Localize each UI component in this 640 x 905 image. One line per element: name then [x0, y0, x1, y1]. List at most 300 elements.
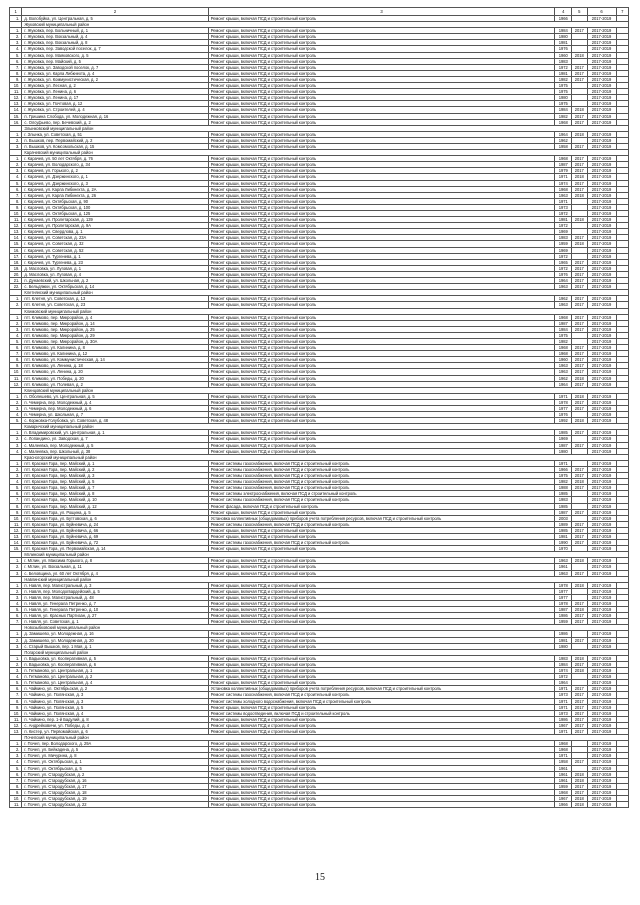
district-name: Почепский муниципальный район [22, 735, 629, 741]
row-number: 1. [10, 156, 22, 162]
work-type-cell: Установка коллективных (общедомовых) приборов учета потребления ресурсов, включая ПСД и строительный контроль [208, 515, 555, 521]
year-cell: 2017 [572, 259, 588, 265]
period-cell: 2017-2019 [587, 137, 616, 143]
work-type-cell: Ремонт крыши, включая ПСД и строительный контроль [208, 180, 555, 186]
row-number: 8. [10, 357, 22, 363]
work-type-cell: Ремонт крыши, включая ПСД и строительный контроль [208, 156, 555, 162]
address-cell: г. Почеп, ул. Стародубская, д. 16 [22, 777, 208, 783]
address-cell: п. Владимировский, ул. Центральная, д. 1 [22, 430, 208, 436]
year-built-cell: 1968 [555, 186, 572, 192]
year-built-cell: 1965 [555, 259, 572, 265]
address-cell: д. Масловка, ул. Луговая, д. 4 [22, 271, 208, 277]
period-cell: 2017-2019 [587, 619, 616, 625]
row-number: 11. [10, 716, 22, 722]
work-type-cell: Ремонт крыши, включая ПСД и строительный контроль [208, 448, 555, 454]
address-cell: п. Кистер, ул. Первомайская, д. 6 [22, 728, 208, 734]
year-built-cell: 1972 [555, 674, 572, 680]
row-number: 21. [10, 278, 22, 284]
year-cell: 2017 [572, 271, 588, 277]
work-type-cell: Ремонт крыши, включая ПСД и строительный контроль [208, 430, 555, 436]
address-cell: г. Злынка, ул. Советская, д. 51 [22, 131, 208, 137]
row-number: 14. [10, 540, 22, 546]
row-number: 7. [10, 619, 22, 625]
work-type-cell: Ремонт крыши, включая ПСД и строительный контроль [208, 594, 555, 600]
year-built-cell: 1977 [555, 588, 572, 594]
year-cell: 2017 [572, 728, 588, 734]
period-cell: 2017-2019 [587, 594, 616, 600]
year-built-cell: 1983 [555, 655, 572, 661]
work-type-cell: Ремонт крыши, включая ПСД и строительный контроль [208, 582, 555, 588]
work-type-cell: Ремонт крыши, включая ПСД и строительный контроль [208, 357, 555, 363]
period-cell: 2017-2019 [587, 393, 616, 399]
year-cell: 2017 [572, 704, 588, 710]
row-number: 2. [10, 436, 22, 442]
year-built-cell: 1968 [555, 156, 572, 162]
row-number: 7. [10, 497, 22, 503]
address-cell: пгт. Красная Гора, пер. Майский, д. 2 [22, 466, 208, 472]
year-cell: 2018 [572, 393, 588, 399]
address-cell: г. Почеп, ул. Стародубская, д. 17 [22, 783, 208, 789]
work-type-cell: Ремонт крыши, включая ПСД и строительный контроль [208, 771, 555, 777]
column-number-cell: 1 [10, 8, 22, 16]
row-number: 6. [10, 491, 22, 497]
year-built-cell: 1985 [555, 491, 572, 497]
address-cell: п. Навля, пер. Магистральный, д. 48 [22, 594, 208, 600]
year-built-cell: 1963 [555, 284, 572, 290]
row-number: 9. [10, 704, 22, 710]
work-type-cell: Ремонт крыши, включая ПСД и строительный контроль [208, 70, 555, 76]
year-built-cell: 1966 [555, 16, 572, 22]
period-cell: 2017-2019 [587, 442, 616, 448]
work-type-cell: Ремонт крыши, включая ПСД и строительный контроль [208, 52, 555, 58]
row-number: 1. [10, 655, 22, 661]
address-cell: г. Жуковка, ул. Почтовая, д. 12 [22, 101, 208, 107]
work-type-cell: Ремонт системы газоснабжения, включая ПСД и строительный контроль [208, 485, 555, 491]
address-cell: д. Волобуйка, ул. Центральная, д. 5 [22, 16, 208, 22]
year-cell: 2017 [572, 637, 588, 643]
year-cell: 2017 [572, 162, 588, 168]
address-cell: г. Карачев, ул. Тургенева, д. 23 [22, 259, 208, 265]
year-built-cell: 1974 [555, 668, 572, 674]
address-cell: пгт. Красная Гора, пер. Майский, д. 8 [22, 491, 208, 497]
address-cell: п. Гетманово, ул. Центральная, д. 4 [22, 680, 208, 686]
address-cell: г. Карачев, ул. Володарского, д. 34 [22, 162, 208, 168]
row-number: 2. [10, 564, 22, 570]
period-cell: 2017-2019 [587, 278, 616, 284]
row-number: 4. [10, 174, 22, 180]
year-built-cell: 1961 [555, 564, 572, 570]
year-built-cell: 1986 [555, 613, 572, 619]
row-number: 2. [10, 137, 22, 143]
year-built-cell: 1986 [555, 716, 572, 722]
year-cell: 2017 [572, 265, 588, 271]
year-built-cell: 1978 [555, 399, 572, 405]
work-type-cell: Установка коллективных (общедомовых) приборов учета потребления ресурсов, включая ПСД и строительный контроль [208, 686, 555, 692]
year-built-cell: 1990 [555, 540, 572, 546]
year-cell: 2017 [572, 70, 588, 76]
year-cell: 2017 [572, 320, 588, 326]
period-cell: 2017-2019 [587, 783, 616, 789]
period-cell: 2017-2019 [587, 131, 616, 137]
row-number: 11. [10, 802, 22, 808]
period-cell: 2017-2019 [587, 223, 616, 229]
work-type-cell: Ремонт системы газоснабжения, включая ПСД и строительный контроль [208, 466, 555, 472]
repair-register-table [9, 7, 629, 808]
year-built-cell: 1967 [555, 796, 572, 802]
period-cell: 2017-2019 [587, 771, 616, 777]
year-built-cell: 1958 [555, 143, 572, 149]
year-built-cell: 1968 [555, 119, 572, 125]
work-type-cell: Ремонт крыши, включая ПСД и строительный контроль [208, 759, 555, 765]
row-number: 2. [10, 34, 22, 40]
work-type-cell: Ремонт крыши, включая ПСД и строительный контроль [208, 332, 555, 338]
period-cell: 2017-2019 [587, 83, 616, 89]
row-number: 7. [10, 777, 22, 783]
row-number: 4. [10, 46, 22, 52]
row-number: 18. [10, 259, 22, 265]
period-cell: 2017-2019 [587, 546, 616, 552]
year-built-cell: 1969 [555, 229, 572, 235]
work-type-cell: Ремонт крыши, включая ПСД и строительный контроль [208, 783, 555, 789]
address-cell: г. Почеп, ул. Мичурина, д. 8 [22, 753, 208, 759]
address-cell: г. Почеп, ул. Стародубская, д. 19 [22, 796, 208, 802]
year-built-cell: 1983 [555, 235, 572, 241]
period-cell: 2017-2019 [587, 661, 616, 667]
period-cell: 2017-2019 [587, 613, 616, 619]
year-cell: 2017 [572, 485, 588, 491]
address-cell: с. Малеевка, пер. Школьный, д. 38 [22, 448, 208, 454]
row-number: 10. [10, 796, 22, 802]
row-number: 13. [10, 533, 22, 539]
period-cell: 2017-2019 [587, 156, 616, 162]
year-built-cell: 1962 [555, 296, 572, 302]
year-built-cell: 1972 [555, 253, 572, 259]
work-type-cell: Ремонт системы газоснабжения, включая ПСД и строительный контроль [208, 521, 555, 527]
period-cell: 2017-2019 [587, 345, 616, 351]
row-number: 4. [10, 674, 22, 680]
work-type-cell: Ремонт крыши, включая ПСД и строительный контроль [208, 76, 555, 82]
period-cell: 2017-2019 [587, 302, 616, 308]
work-type-cell: Ремонт крыши, включая ПСД и строительный контроль [208, 546, 555, 552]
address-cell: пгт. Климово, ул. Полевая, д. 2 [22, 381, 208, 387]
row-number: 6. [10, 686, 22, 692]
work-type-cell: Ремонт крыши, включая ПСД и строительный контроль [208, 198, 555, 204]
year-cell: 2018 [572, 52, 588, 58]
district-name: Новозыбковский муниципальный район [22, 625, 629, 631]
row-number: 1. [10, 460, 22, 466]
row-number: 13. [10, 728, 22, 734]
period-cell: 2017-2019 [587, 332, 616, 338]
row-number: 6. [10, 771, 22, 777]
period-cell: 2017-2019 [587, 406, 616, 412]
address-cell: пгт. Красная Гора, пер. Майский, д. 3 [22, 473, 208, 479]
row-number: 6. [10, 58, 22, 64]
work-type-cell: Ремонт крыши, включая ПСД и строительный контроль [208, 174, 555, 180]
work-type-cell: Ремонт крыши, включая ПСД и строительный контроль [208, 607, 555, 613]
address-cell: п. Оболешево, ул. Центральная, д. 5 [22, 393, 208, 399]
year-cell: 2017 [572, 363, 588, 369]
work-type-cell: Ремонт крыши, включая ПСД и строительный контроль [208, 34, 555, 40]
year-built-cell: 1971 [555, 198, 572, 204]
period-cell: 2017-2019 [587, 363, 616, 369]
address-cell: г. Карачев, ул. Октябрьская, д. 90 [22, 198, 208, 204]
year-cell: 2018 [572, 192, 588, 198]
work-type-cell: Ремонт крыши, включая ПСД и строительный контроль [208, 211, 555, 217]
period-cell: 2017-2019 [587, 643, 616, 649]
period-cell: 2017-2019 [587, 436, 616, 442]
period-cell: 2017-2019 [587, 46, 616, 52]
year-cell: 2017 [572, 783, 588, 789]
work-type-cell: Ремонт крыши, включая ПСД и строительный контроль [208, 777, 555, 783]
work-type-cell: Ремонт крыши, включая ПСД и строительный контроль [208, 95, 555, 101]
row-number: 3. [10, 40, 22, 46]
year-built-cell: 1958 [555, 759, 572, 765]
address-cell: с. Лопандино, ул. Заводская, д. 7 [22, 436, 208, 442]
work-type-cell: Ремонт крыши, включая ПСД и строительный контроль [208, 674, 555, 680]
year-cell: 2018 [572, 582, 588, 588]
period-cell: 2017-2019 [587, 668, 616, 674]
work-type-cell: Ремонт крыши, включая ПСД и строительный контроль [208, 186, 555, 192]
row-number: 2. [10, 399, 22, 405]
address-cell: с. Андрейковичи, ул. Победы, д. 4 [22, 722, 208, 728]
year-cell: 2017 [572, 28, 588, 34]
row-number: 4. [10, 759, 22, 765]
year-built-cell: 1987 [555, 162, 572, 168]
work-type-cell: Ремонт крыши, включая ПСД и строительный контроль [208, 393, 555, 399]
work-type-cell: Ремонт крыши, включая ПСД и строительный контроль [208, 101, 555, 107]
period-cell: 2017-2019 [587, 540, 616, 546]
address-cell: г. Жуковка, пер. Маяковского, д. 5 [22, 52, 208, 58]
row-number: 19. [10, 265, 22, 271]
year-cell: 2017 [572, 284, 588, 290]
year-built-cell: 1959 [555, 783, 572, 789]
address-cell: г. Карачев, ул. Свердлова, д. 1 [22, 229, 208, 235]
period-cell: 2017-2019 [587, 198, 616, 204]
year-cell: 2017 [572, 119, 588, 125]
period-cell: 2017-2019 [587, 52, 616, 58]
year-built-cell: 1971 [555, 174, 572, 180]
work-type-cell: Ремонт крыши, включая ПСД и строительный контроль [208, 747, 555, 753]
address-cell: п. Чайкино, ул. Полянская, д. 5 [22, 704, 208, 710]
row-number: 2. [10, 588, 22, 594]
row-number: 20. [10, 271, 22, 277]
period-cell: 2017-2019 [587, 674, 616, 680]
year-built-cell: 1980 [555, 34, 572, 40]
year-built-cell: 1968 [555, 747, 572, 753]
year-built-cell: 1960 [555, 357, 572, 363]
period-cell: 2017-2019 [587, 247, 616, 253]
period-cell: 2017-2019 [587, 192, 616, 198]
page-number: 15 [315, 872, 325, 883]
address-cell: п. Вадьковка, ул. Кооперативная, д. 6 [22, 661, 208, 667]
address-cell: п. Чайкино, ул. Полянская, д. 3 [22, 692, 208, 698]
row-number: 12. [10, 722, 22, 728]
row-number: 4. [10, 601, 22, 607]
year-cell: 2017 [572, 527, 588, 533]
row-number: 3. [10, 570, 22, 576]
year-built-cell: 1972 [555, 64, 572, 70]
year-cell: 2017 [572, 716, 588, 722]
period-cell: 2017-2019 [587, 704, 616, 710]
year-built-cell: 1964 [555, 131, 572, 137]
address-cell: пгт. Красная Гора, пер. Майский, д. 1 [22, 460, 208, 466]
row-number: 6. [10, 186, 22, 192]
work-type-cell: Ремонт крыши, включая ПСД и строительный контроль [208, 588, 555, 594]
period-cell: 2017-2019 [587, 491, 616, 497]
work-type-cell: Ремонт крыши, включая ПСД и строительный контроль [208, 601, 555, 607]
address-cell: с. Малеевка, пер. Молодежный, д. 5 [22, 442, 208, 448]
year-built-cell: 1972 [555, 223, 572, 229]
period-cell: 2017-2019 [587, 253, 616, 259]
year-built-cell: 1964 [555, 381, 572, 387]
address-cell: п. Чайкино, пер. 1-й Бадулий, д. 8 [22, 716, 208, 722]
address-cell: г. Жуковка, пер. Майский, д. 5 [22, 58, 208, 64]
period-cell: 2017-2019 [587, 16, 616, 22]
work-type-cell: Ремонт крыши, включая ПСД и строительный контроль [208, 40, 555, 46]
period-cell: 2017-2019 [587, 466, 616, 472]
period-cell: 2017-2019 [587, 430, 616, 436]
address-cell: пгт. Климово, ул. Калинина, д. 12 [22, 351, 208, 357]
work-type-cell: Ремонт крыши, включая ПСД и строительный контроль [208, 46, 555, 52]
year-cell: 2017 [572, 64, 588, 70]
work-type-cell: Ремонт крыши, включая ПСД и строительный контроль [208, 137, 555, 143]
row-number: 12. [10, 527, 22, 533]
column-number-cell: 7 [616, 8, 629, 16]
address-cell: с. Коржовка-Голубовка, ул. Советская, д. 48 [22, 418, 208, 424]
work-type-cell: Ремонт крыши, включая ПСД и строительный контроль [208, 716, 555, 722]
period-cell: 2017-2019 [587, 479, 616, 485]
column-number-cell: 5 [572, 8, 588, 16]
year-cell: 2018 [572, 796, 588, 802]
period-cell: 2017-2019 [587, 607, 616, 613]
year-built-cell: 1966 [555, 802, 572, 808]
period-cell: 2017-2019 [587, 753, 616, 759]
year-cell: 2017 [572, 430, 588, 436]
row-number: 8. [10, 198, 22, 204]
year-built-cell: 1982 [555, 338, 572, 344]
period-cell: 2017-2019 [587, 320, 616, 326]
row-number: 15. [10, 113, 22, 119]
period-cell: 2017-2019 [587, 357, 616, 363]
period-cell: 2017-2019 [587, 521, 616, 527]
address-cell: г. Жуковка, ул. Ленина, д. 6 [22, 89, 208, 95]
year-cell: 2017 [572, 533, 588, 539]
work-type-cell: Ремонт крыши, включая ПСД и строительный контроль [208, 229, 555, 235]
period-cell: 2017-2019 [587, 64, 616, 70]
work-type-cell: Ремонт крыши, включая ПСД и строительный контроль [208, 284, 555, 290]
row-number: 8. [10, 698, 22, 704]
year-built-cell: 1971 [555, 686, 572, 692]
work-type-cell: Ремонт крыши, включая ПСД и строительный контроль [208, 753, 555, 759]
year-built-cell: 1967 [555, 722, 572, 728]
address-cell: г. Мглин, ул. Максима Горького, д. 8 [22, 558, 208, 564]
year-built-cell: 1987 [555, 607, 572, 613]
period-cell: 2017-2019 [587, 70, 616, 76]
year-built-cell: 1971 [555, 753, 572, 759]
address-cell: п. Гришина Слобода, ул. Молодежная, д. 16 [22, 113, 208, 119]
row-number: 13. [10, 101, 22, 107]
work-type-cell: Ремонт крыши, включая ПСД и строительный контроль [208, 235, 555, 241]
address-cell: пгт. Климово, пер. Микрорайон, д. 4 [22, 314, 208, 320]
row-number: 3. [10, 326, 22, 332]
period-cell: 2017-2019 [587, 564, 616, 570]
period-cell: 2017-2019 [587, 515, 616, 521]
year-cell: 2017 [572, 76, 588, 82]
year-built-cell: 1975 [555, 89, 572, 95]
year-built-cell: 1972 [555, 265, 572, 271]
address-cell: с. Олсуфьево, пер. Бечевский, д. 2 [22, 119, 208, 125]
address-cell: пгт. Красная Гора, пер. Майский, д. 5 [22, 479, 208, 485]
year-cell: 2017 [572, 235, 588, 241]
period-cell: 2017-2019 [587, 399, 616, 405]
address-cell: г. Карачев, ул. Октябрьская, д. 125 [22, 211, 208, 217]
year-built-cell: 1981 [555, 217, 572, 223]
year-built-cell: 1977 [555, 406, 572, 412]
work-type-cell: Ремонт крыши, включая ПСД и строительный контроль [208, 418, 555, 424]
year-cell: 2017 [572, 661, 588, 667]
period-cell: 2017-2019 [587, 369, 616, 375]
work-type-cell: Ремонт крыши, включая ПСД и строительный контроль [208, 613, 555, 619]
address-cell: г. Карачев, ул. Тургенева, д. 1 [22, 253, 208, 259]
year-built-cell: 1980 [555, 95, 572, 101]
work-type-cell: Ремонт крыши, включая ПСД и строительный контроль [208, 314, 555, 320]
row-number: 16. [10, 247, 22, 253]
work-type-cell: Ремонт крыши, включая ПСД и строительный контроль [208, 241, 555, 247]
row-number: 3. [10, 473, 22, 479]
address-cell: пгт. Красная Гора, ул. Буйневича, д. 69 [22, 533, 208, 539]
period-cell: 2017-2019 [587, 460, 616, 466]
year-cell: 2017 [572, 540, 588, 546]
year-built-cell: 1974 [555, 180, 572, 186]
address-cell: г. Почеп, ул. Октябрьская, д. 1 [22, 759, 208, 765]
year-built-cell: 1959 [555, 619, 572, 625]
row-number: 15. [10, 546, 22, 552]
work-type-cell: Ремонт крыши, включая ПСД и строительный контроль [208, 363, 555, 369]
column-number-cell: 4 [555, 8, 572, 16]
row-number: 11. [10, 217, 22, 223]
year-built-cell: 1979 [555, 168, 572, 174]
year-built-cell: 1976 [555, 271, 572, 277]
year-cell: 2017 [572, 710, 588, 716]
address-cell: г. Карачев, ул. Советская, д. 32 [22, 241, 208, 247]
work-type-cell: Ремонт крыши, включая ПСД и строительный контроль [208, 338, 555, 344]
period-cell: 2017-2019 [587, 338, 616, 344]
row-number: 3. [10, 168, 22, 174]
work-type-cell: Ремонт крыши, включая ПСД и строительный контроль [208, 113, 555, 119]
row-number: 3. [10, 442, 22, 448]
year-built-cell: 1975 [555, 101, 572, 107]
address-cell: г. Карачев, ул. Советская, д. 23А [22, 235, 208, 241]
period-cell: 2017-2019 [587, 777, 616, 783]
year-built-cell: 1964 [555, 278, 572, 284]
year-built-cell: 1971 [555, 728, 572, 734]
period-cell: 2017-2019 [587, 412, 616, 418]
period-cell: 2017-2019 [587, 284, 616, 290]
year-built-cell: 1973 [555, 692, 572, 698]
work-type-cell: Ремонт системы газоснабжения, включая ПСД и строительный контроль [208, 479, 555, 485]
work-type-cell: Ремонт крыши, включая ПСД и строительный контроль [208, 296, 555, 302]
address-cell: г. Почеп, ул. Стародубская, д. 18 [22, 789, 208, 795]
year-built-cell: 1985 [555, 430, 572, 436]
district-name: Климовский муниципальный район [22, 308, 629, 314]
row-number: 7. [10, 192, 22, 198]
work-type-cell: Ремонт крыши, включая ПСД и строительный контроль [208, 619, 555, 625]
year-cell: 2018 [572, 375, 588, 381]
work-type-cell: Ремонт крыши, включая ПСД и строительный контроль [208, 558, 555, 564]
period-cell: 2017-2019 [587, 34, 616, 40]
row-number: 10. [10, 515, 22, 521]
year-built-cell: 1968 [555, 789, 572, 795]
